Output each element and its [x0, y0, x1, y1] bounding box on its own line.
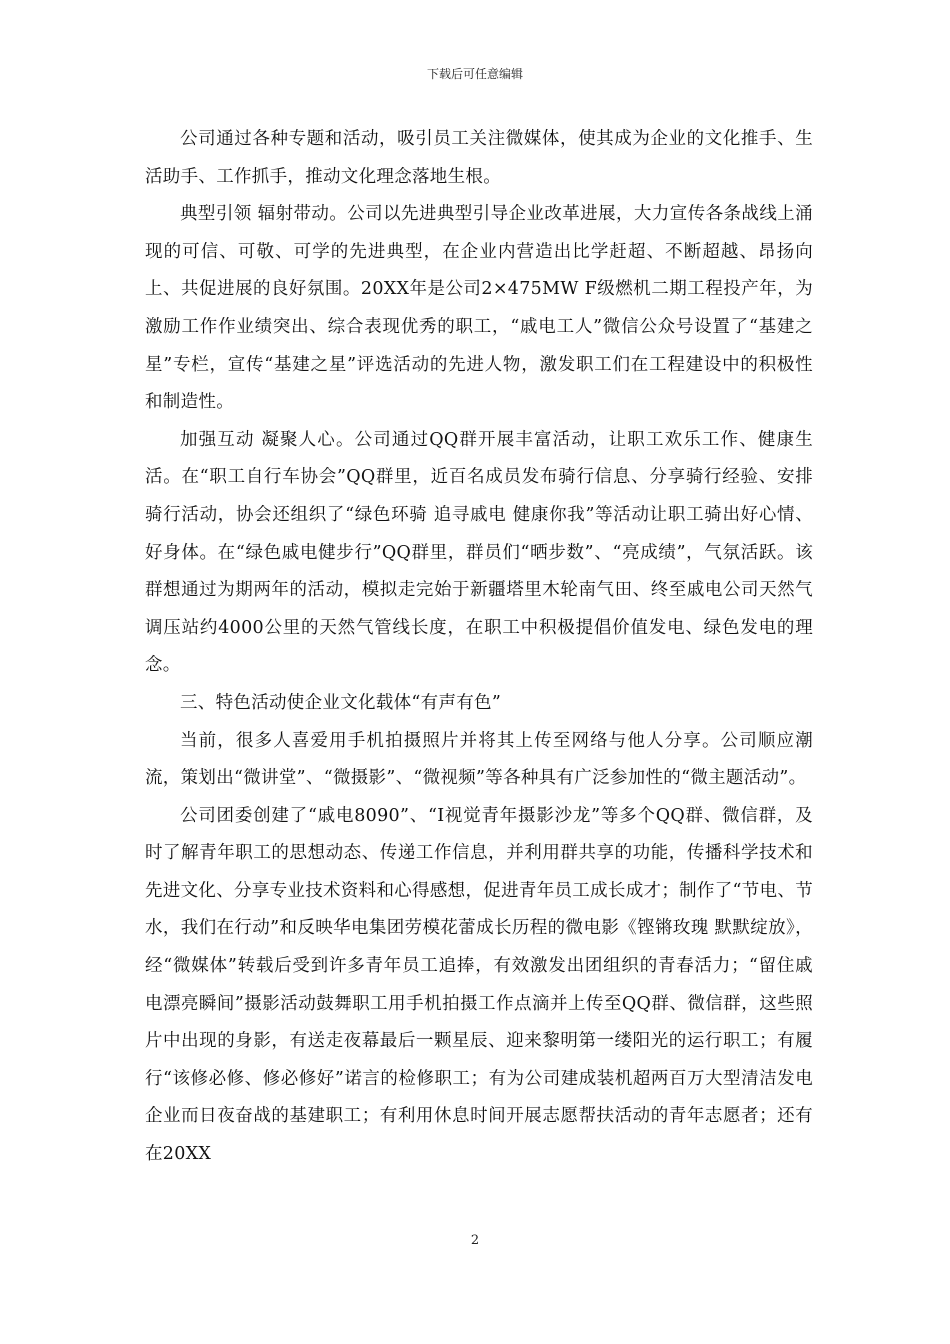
document-body: [145, 121, 813, 1174]
section-heading: 三、特色活动使企业文化载体“有声有色”: [180, 692, 502, 713]
paragraph: 公司通过各种专题和活动，吸引员工关注微媒体，使其成为企业的文化推手、生活助手、工作抓手，推动文化理念落地生根。: [145, 129, 813, 187]
paragraph: 当前，很多人喜爱用手机拍摄照片并将其上传至网络与他人分享。公司顺应潮流，策划出“微讲堂”、“微摄影”、“微视频”等各种具有广泛参加性的“微主题活动”。: [145, 730, 813, 789]
paragraph: 加强互动 凝聚人心。公司通过QQ群开展丰富活动，让职工欢乐工作、健康生活。在“职工自行车协会”QQ群里，近百名成员发布骑行信息、分享骑行经验、安排骑行活动，协会还组织了“绿色环骑 追寻戚电 健康你我”等活动让职工骑出好心情、好身体。在“绿色戚电健步行”QQ群里，群员们“晒步数”、“亮成绩”，气氛活跃。该群想通过为期两年的活动，模拟走完始于新疆塔里木轮南气田、终至戚电公司天然气调压站约4000公里的天然气管线长度，在职工中积极提倡价值发电、绿色发电的理念。: [145, 429, 813, 676]
paragraph: 公司团委创建了“戚电8090”、“I视觉青年摄影沙龙”等多个QQ群、微信群，及时了解青年职工的思想动态、传递工作信息，并利用群共享的功能，传播科学技术和先进文化、分享专业技术资料和心得感想，促进青年员工成长成才；制作了“节电、节水，我们在行动”和反映华电集团劳模花蕾成长历程的微电影《铿锵玫瑰 默默绽放》，经“微媒体”转载后受到许多青年员工追捧，有效激发出团组织的青春活力；“留住戚电漂亮瞬间”摄影活动鼓舞职工用手机拍摄工作点滴并上传至QQ群、微信群，这些照片中出现的身影，有送走夜幕最后一颗星辰、迎来黎明第一缕阳光的运行职工；有履行“该修必修、修必修好”诺言的检修职工；有为公司建成装机超两百万大型清洁发电企业而日夜奋战的基建职工；有利用休息时间开展志愿帮扶活动的青年志愿者；还有在20XX: [145, 805, 813, 1165]
page-header: 下载后可任意编辑: [426, 67, 523, 81]
page-number: 2: [470, 1233, 480, 1248]
paragraph: 典型引领 辐射带动。公司以先进典型引导企业改革进展，大力宣传各条战线上涌现的可信、可敬、可学的先进典型，在企业内营造出比学赶超、不断超越、昂扬向上、共促进展的良好氛围。20XX年是公司2×475MW F级燃机二期工程投产年，为激励工作作业绩突出、综合表现优秀的职工，“戚电工人”微信公众号设置了“基建之星”专栏，宣传“基建之星”评选活动的先进人物，激发职工们在工程建设中的积极性和制造性。: [145, 204, 813, 413]
